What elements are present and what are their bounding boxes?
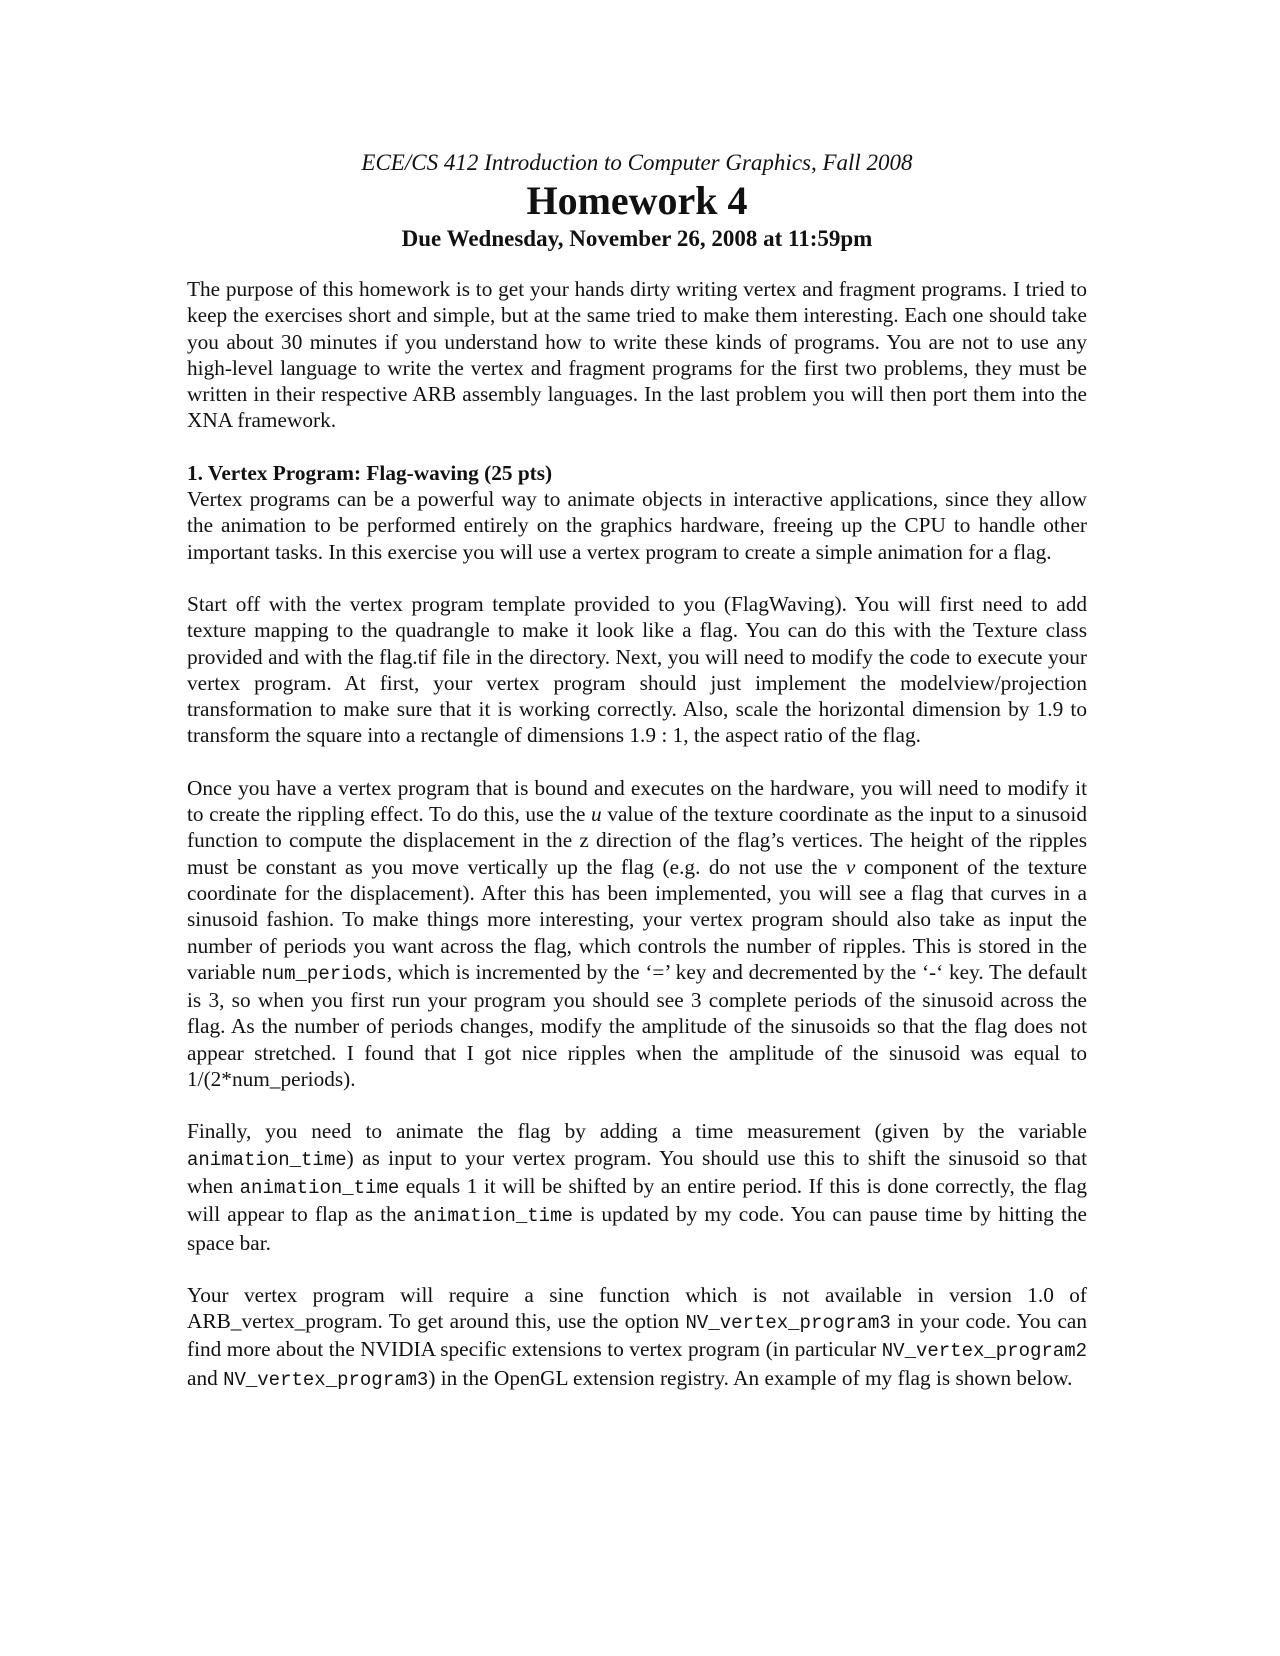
course-line: ECE/CS 412 Introduction to Computer Graphics, Fall 2008 (361, 150, 913, 175)
p4-animation-time-code-1: animation_time (187, 1148, 347, 1171)
intro-paragraph: The purpose of this homework is to get your hands dirty writing vertex and fragment programs. I tried to keep the exercises short and simple, but at the same tried to make them interesting. Each one should take you about 30 minutes if you understand how to write these kinds of programs. You are not to use any high-level language to write the vertex and fragment programs for the first two problems, they must be written in their respective ARB assembly languages. In the last problem you will then port them into the XNA framework. (187, 277, 1087, 433)
p3-v-variable: v (845, 854, 856, 879)
section-1-paragraph-3 (187, 775, 1087, 1093)
section-1-heading: 1. Vertex Program: Flag-waving (25 pts) (187, 460, 553, 485)
p4-text-c: equals 1 it will be shifted by an entire period. If this is done correctly, the flag will appear to flap as the (187, 1173, 1087, 1227)
homework-title: Homework 4 (526, 178, 748, 223)
p5-nv-program2-code: NV_vertex_program2 (881, 1340, 1087, 1363)
section-1 (187, 460, 1087, 565)
p5-text-a: Your vertex program will require a sine function which is not available in version 1.0 of ARB_vertex_program. To get around this, use the option (187, 1282, 1087, 1334)
p3-u-variable: u (591, 802, 602, 827)
p5-nv-program3-code-1: NV_vertex_program3 (685, 1312, 891, 1335)
p5-text-b: in your code. You can find more about the NVIDIA specific extensions to vertex program (in particular (187, 1309, 1088, 1362)
document-page (187, 140, 1087, 1419)
p4-text-b: ) as input to your vertex program. You should use this to shift the sinusoid so that when (187, 1145, 1087, 1198)
section-1-paragraph-4 (187, 1118, 1087, 1255)
p4-text-d: is updated by my code. You can pause time by hitting the space bar. (187, 1202, 1087, 1255)
p4-animation-time-code-2: animation_time (239, 1176, 400, 1199)
p5-text-d: ) in the OpenGL extension registry. An example of my flag is shown below. (428, 1365, 1073, 1390)
section-1-paragraph-5 (187, 1282, 1087, 1393)
p3-num-periods-code: num_periods (261, 962, 387, 985)
p4-text-a: Finally, you need to animate the flag by adding a time measurement (given by the variable (187, 1119, 1087, 1144)
p4-animation-time-code-3: animation_time (413, 1205, 573, 1228)
p3-text-b: value of the texture coordinate as the input to a sinusoid function to compute the displacement in the z direction of the flag’s vertices. The height of the ripples must be constant as you move vertically up the flag (e.g. do not use the (187, 802, 1087, 879)
p5-text-c: and (187, 1365, 224, 1390)
due-date: Due Wednesday, November 26, 2008 at 11:59pm (401, 226, 873, 251)
p3-text-a: Once you have a vertex program that is bound and executes on the hardware, you will need to modify it to create the rippling effect. To do this, use the (187, 775, 1087, 827)
p5-nv-program3-code-2: NV_vertex_program3 (223, 1368, 429, 1391)
p3-text-c: component of the texture coordinate for the displacement). After this has been implemented, you will see a flag that curves in a sinusoid fashion. To make things more interesting, your vertex program should also take as input the number of periods you want across the flag, which controls the number of ripples. This is stored in the variable (187, 854, 1087, 984)
section-1-paragraph-2: Start off with the vertex program template provided to you (FlagWaving). You will first need to add texture mapping to the quadrangle to make it look like a flag. You can do this with the Texture class provided and with the flag.tif file in the directory. Next, you will need to modify the code to execute your vertex program. At first, your vertex program should just implement the modelview/projection transformation to make sure that it is working correctly. Also, scale the horizontal dimension by 1.9 to transform the square into a rectangle of dimensions 1.9 : 1, the aspect ratio of the flag. (187, 591, 1087, 748)
section-1-paragraph-1: Vertex programs can be a powerful way to animate objects in interactive applications, since they allow the animation to be performed entirely on the graphics hardware, freeing up the CPU to handle other important tasks. In this exercise you will use a vertex program to create a simple animation for a flag. (187, 487, 1087, 564)
p3-text-d: , which is incremented by the ‘=’ key and decremented by the ‘-‘ key. The default is 3, so when you first run your program you should see 3 complete periods of the sinusoid across the flag. As the number of periods changes, modify the amplitude of the sinusoids so that the flag does not appear stretched. I found that I got nice ripples when the amplitude of the sinusoid was equal to 1/(2*num_periods). (187, 959, 1088, 1092)
